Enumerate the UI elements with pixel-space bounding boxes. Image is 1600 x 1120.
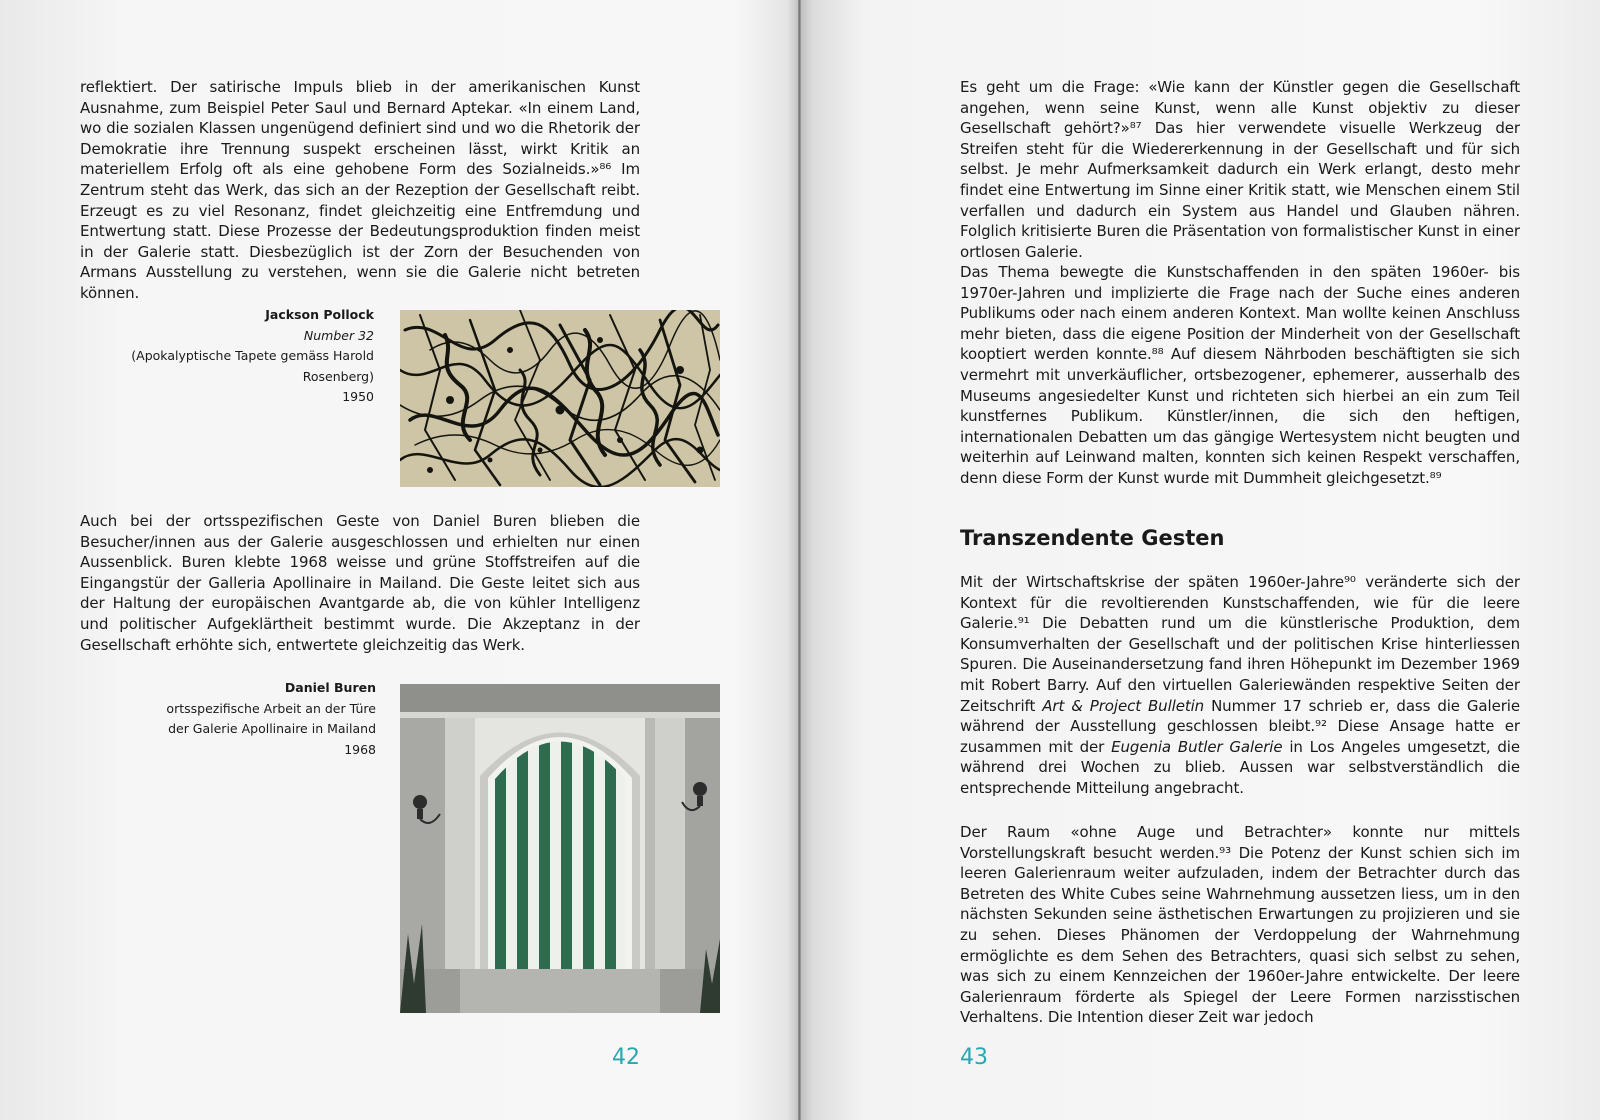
right-page: [800, 0, 1600, 1120]
page-number-right: 43: [960, 1045, 988, 1070]
right-paragraph-3-part-1: Mit der Wirtschaftskrise der späten 1960er-Jahre⁹⁰ veränderte sich der Kontext für die revoltierenden Kunstschaffenden, wie für die leere Galerie.⁹¹ Die Debatten rund um die künstlerische Produktion, dem Konsumverhalten der Gesellschaft und der politischen Krise hinterliessen Spuren. Die Auseinandersetzung fand ihren Höhepunkt im Dezember 1969 mit Robert Barry. Auf den virtuellen Galeriewänden respektive Seiten der Zeitschrift: [960, 573, 1520, 715]
caption-buren-line-1: ortsspezifische Arbeit an der Türe: [166, 700, 376, 716]
right-paragraph-2: Das Thema bewegte die Kunstschaffenden in den späten 1960er- bis 1970er-Jahren und implizierte die Frage nach der Suche eines anderen Publikums oder nach einem anderen Kontext. Man wollte keinen Anschluss mehr bieten, dass die eigene Position der Minderheit von der Gesellschaft kooptiert werden konnte.⁸⁸ Auf diesem Nährboden beschäftigten sie sich vermehrt mit unverkäuflicher, ortsbezogener, ephemerer, ausserhalb des Museums angesiedelter Kunst und richteten sich hierbei an ein zum Teil kunstfernes Publikum. Künstler/innen, die sich den heftigen, internationalen Debatten um das gängige Wertesystem nicht beugten und weiterhin auf Leinwand malten, konnten sich keinen Respekt verschaffen, denn diese Form der Kunst wurde mit Dummheit gleichgesetzt.⁸⁹: [960, 263, 1520, 487]
right-paragraph-3-part-2: Nummer 17 schrieb er, dass die Galerie während der Ausstellung geschlossen bleibt.⁹² Diese Ansage hatte er zusammen mit der: [960, 696, 1520, 756]
caption-buren-line-2: der Galerie Apollinaire in Mailand: [168, 721, 376, 736]
right-paragraph-1: Es geht um die Frage: «Wie kann der Künstler gegen die Gesellschaft angehen, wenn seine Kunst, wenn alle Kunst objektiv zu dieser Gesellschaft gehört?»⁸⁷ Das hier verwendete visuelle Werkzeug der Streifen steht für die Wiedererkennung in der Gesellschaft und für sich selbst. Je mehr Aufmerksamkeit dadurch ein Werk erlangt, desto mehr findet eine Entwertung im Sinne einer Kritik statt, wie Menschen einem Stil verfallen und dadurch ein System aus Handel und Glauben nähren. Folglich kritisierte Buren die Präsentation von formalistischer Kunst in einer ortlosen Galerie.: [960, 78, 1520, 261]
caption-buren-year: 1968: [344, 741, 376, 757]
caption-pollock-artist: Jackson Pollock: [265, 307, 374, 322]
right-paragraph-3-italic-1: Art & Project Bulletin: [1042, 696, 1205, 715]
pollock-drip-pattern: [400, 310, 720, 487]
caption-pollock: [60, 305, 374, 408]
left-paragraph-2: Auch bei der ortsspezifischen Geste von Daniel Buren blieben die Besucher/innen aus der Galerie ausgeschlossen und erhielten nur einen Aussenblick. Buren klebte 1968 weisse und grüne Stoffstreifen auf die Eingangstür der Galleria Apollinaire in Mailand. Die Geste leitet sich aus der Haltung der europäischen Avantgarde ab, die von kühler Intelligenz und politischer Aufgeklärtheit bestimmt wurde. Die Akzeptanz in der Gesellschaft erhöhte sich, entwertete gleichzeitig das Werk.: [80, 512, 640, 654]
left-paragraph-1: reflektiert. Der satirische Impuls blieb in der amerikanischen Kunst Ausnahme, zum Beispiel Peter Saul und Bernard Aptekar. «In einem Land, wo die sozialen Klassen ungenügend definiert sind und wo die Rhetorik der Demokratie ihre Trennung suspekt erscheinen lässt, wirkt Kritik an materiellem Erfolg oft als eine gehobene Form des Sozialneids.»⁸⁶ Im Zentrum steht das Werk, das sich an der Rezeption der Gesellschaft reibt. Erzeugt es zu viel Resonanz, findet gleichzeitig eine Entfremdung und Entwertung statt. Diese Prozesse der Bedeutungsproduktion finden meist in der Galerie statt. Diesbezüglich ist der Zorn der Besuchenden von Armans Ausstellung zu verstehen, wenn sie die Galerie nicht betreten können.: [80, 78, 640, 302]
caption-pollock-year: 1950: [342, 389, 374, 404]
right-paragraph-4: Der Raum «ohne Auge und Betrachter» konnte nur mittels Vorstellungskraft besucht werden.⁹³ Die Potenz der Kunst schien sich im leeren Galerienraum weiter aufzuladen, indem der Betrachter durch das Betreten des White Cubes seine Wahrnehmung aussetzen liess, um in den nächsten Sekunden seine ästhetischen Erwartungen zu projizieren und sie zu sehen. Dieses Phänomen der Verdoppelung der Wahrnehmung ermöglichte es dem Sehen des Betrachters, quasi sich selbst zu sehen, was sich zu einem Kennzeichen der 1960er-Jahre entwickelte. Der leere Galerienraum förderte als Spiegel der Leere Formen narzisstischen Verhaltens. Die Intention dieser Zeit war jedoch: [960, 823, 1520, 1027]
right-paragraph-3: [960, 572, 1520, 799]
right-paragraph-3-italic-2: Eugenia Butler Galerie: [1111, 737, 1283, 756]
page-number-left: 42: [612, 1045, 640, 1070]
caption-pollock-note: (Apokalyptische Tapete gemäss Harold Rosenberg): [131, 348, 374, 384]
pollock-painting-image: [400, 310, 720, 487]
caption-buren: [60, 678, 376, 760]
caption-pollock-title: Number 32: [303, 327, 374, 343]
buren-door-photo-image: [400, 684, 720, 1013]
caption-buren-artist: Daniel Buren: [284, 680, 376, 695]
right-paragraph-3-part-3: in Los Angeles umgesetzt, die während drei Wochen zu blieb. Aussen war selbstverständlich die entsprechende Mitteilung angebracht.: [960, 737, 1521, 797]
buren-door-drawing: [400, 684, 720, 1013]
section-heading: Transzendente Gesten: [960, 526, 1225, 550]
